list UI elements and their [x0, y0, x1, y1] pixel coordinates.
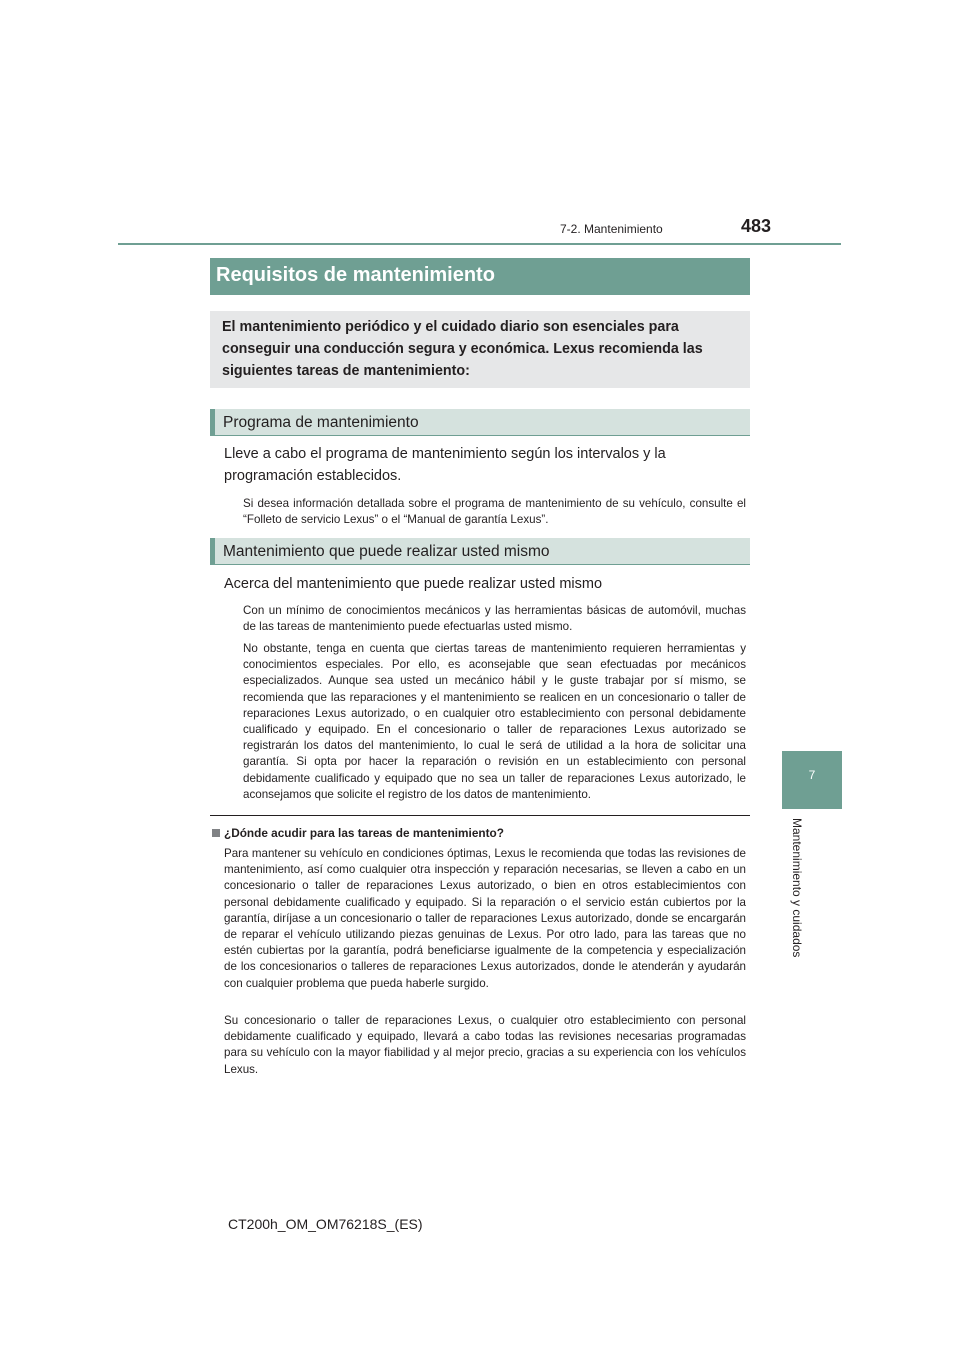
- chapter-number: 7: [808, 768, 816, 782]
- square-bullet-icon: [212, 829, 220, 837]
- chapter-label: Mantenimiento y cuidados: [790, 818, 804, 958]
- subheading-accent: [210, 538, 215, 565]
- page-number: 483: [741, 216, 772, 236]
- section-label: 7-2. Mantenimiento: [560, 222, 663, 236]
- faq-paragraph-1: Para mantener su vehículo en condiciones óptimas, Lexus le recomienda que todas las revisiones de mantenimiento, así como cualquier otra inspección y reparación necesarias, se lleven a cabo en un concesionario o taller de reparaciones Lexus autorizado, o bien en otros establecimientos con personal debidamente cualificado y equipado. Si la reparación o el servicio están cubiertos por la garantía, diríjase a un concesionario o taller de reparaciones Lexus autorizado, donde se encargarán de reparar el vehículo utilizando piezas genuinas de Lexus. Por otro lado, para las tareas que no estén cubiertas por la garantía, podrá beneficiarse igualmente de la competencia y especialización de los concesionarios o talleres de reparaciones Lexus autorizados, donde le atenderán y ayudarán con cualquier problema que pueda haberle surgido.: [224, 847, 746, 990]
- faq-heading: [212, 826, 504, 840]
- intro-text: El mantenimiento periódico y el cuidado diario son esenciales para conseguir una conducción segura y económica. Lexus recomienda las siguientes tareas de mantenimiento:: [222, 319, 703, 379]
- diy-paragraph-2: No obstante, tenga en cuenta que ciertas tareas de mantenimiento requieren herramientas y conocimientos especiales. Por ello, es aconsejable que sean efectuadas por mecánicos especializados. Aunque sea usted un mecánico hábil y le guste trabajar por sí mismo, se recomienda que las reparaciones y el mantenimiento se realicen en un concesionario o taller de reparaciones Lexus autorizado, o en cualquier otro establecimiento con personal debidamente cualificado y equipado. En el concesionario o taller de reparaciones Lexus autorizado se registrarán los datos del mantenimiento, lo cual le será de utilidad a la hora de solicitar una garantía. Si opta por hacer la reparación o revisión en un establecimiento con personal debidamente cualificado y equipado que no sea un taller de reparaciones Lexus autorizado, le aconsejamos que solicite el registro de los datos de mantenimiento.: [243, 642, 746, 801]
- subheading-accent: [210, 409, 215, 436]
- subheading-schedule: Programa de mantenimiento: [223, 414, 419, 431]
- diy-paragraph-1: Con un mínimo de conocimientos mecánicos y las herramientas básicas de automóvil, muchas de las tareas de mantenimiento puede efectuarlas usted mismo.: [243, 604, 746, 634]
- subheading-diy: Mantenimiento que puede realizar usted mismo: [223, 543, 550, 560]
- separator: [210, 815, 750, 816]
- schedule-note: Si desea información detallada sobre el programa de mantenimiento de su vehículo, consulte el “Folleto de servicio Lexus” o el “Manual de garantía Lexus”.: [243, 497, 746, 527]
- faq-heading-text: ¿Dónde acudir para las tareas de mantenimiento?: [224, 826, 504, 840]
- diy-lead: Acerca del mantenimiento que puede realizar usted mismo: [224, 576, 603, 592]
- page-title: Requisitos de mantenimiento: [216, 264, 495, 286]
- schedule-lead: Lleve a cabo el programa de mantenimiento según los intervalos y la programación establecidos.: [224, 446, 666, 484]
- header-rule: [118, 243, 841, 245]
- document-code: CT200h_OM_OM76218S_(ES): [228, 1216, 423, 1232]
- faq-paragraph-2: Su concesionario o taller de reparaciones Lexus, o cualquier otro establecimiento con personal debidamente cualificado y equipado, llevará a cabo todas las revisiones necesarias programadas para su vehículo con la mayor fiabilidad y al mejor precio, gracias a su experiencia con los vehículos Lexus.: [224, 1014, 746, 1076]
